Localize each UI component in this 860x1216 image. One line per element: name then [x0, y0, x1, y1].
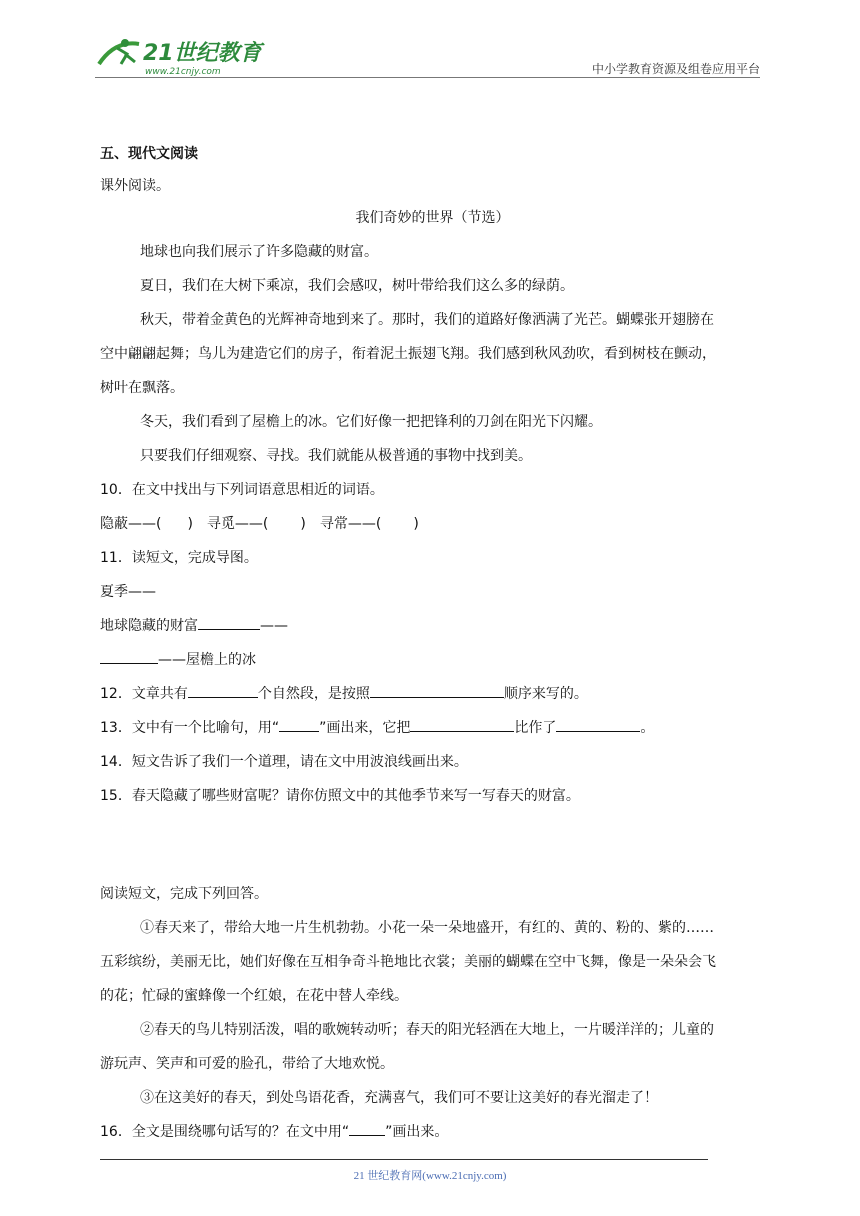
question-11: 11．读短文，完成导图。 — [100, 550, 258, 566]
q11-summer: 夏季—— — [100, 584, 156, 600]
logo-icon — [95, 34, 265, 78]
q13-blank-3[interactable] — [556, 718, 640, 732]
question-14: 14．短文告诉了我们一个道理，请在文中用波浪线画出来。 — [100, 754, 468, 770]
passage1-p3-line3: 树叶在飘落。 — [100, 380, 184, 396]
passage1-p2: 夏日，我们在大树下乘凉，我们会感叹，树叶带给我们这么多的绿荫。 — [140, 278, 574, 294]
passage1-p1: 地球也向我们展示了许多隐藏的财富。 — [140, 244, 378, 260]
passage1-title: 我们奇妙的世界（节选） — [355, 210, 510, 226]
q10-word-2: ) 寻觅——( — [187, 516, 269, 532]
passage2-p1-line1: ①春天来了，带给大地一片生机勃勃。小花一朵一朵地盛开，有红的、黄的、粉的、紫的…… — [140, 920, 714, 936]
q11-treasure — [100, 615, 288, 635]
section-title: 五、现代文阅读 — [100, 146, 198, 162]
passage2-p3: ③在这美好的春天，到处鸟语花香，充满喜气，我们可不要让这美好的春光溜走了！ — [140, 1090, 658, 1106]
header-divider — [95, 77, 760, 78]
question-10-words — [100, 513, 419, 533]
q12-blank-2[interactable] — [370, 684, 504, 698]
question-15: 15．春天隐藏了哪些财富呢？请你仿照文中的其他季节来写一写春天的财富。 — [100, 788, 580, 804]
q16-text-b: ”画出来。 — [385, 1124, 449, 1140]
svg-text:21世纪教育: 21世纪教育 — [143, 41, 262, 66]
header-platform-text: 中小学教育资源及组卷应用平台 — [591, 62, 760, 76]
q11-dash: —— — [260, 618, 288, 634]
q13-text-b: ”画出来，它把 — [319, 720, 411, 736]
q16-blank[interactable] — [349, 1122, 385, 1136]
passage1-p4: 冬天，我们看到了屋檐上的冰。它们好像一把把锋利的刀剑在阳光下闪耀。 — [140, 414, 602, 430]
q11-ice: ——屋檐上的冰 — [158, 652, 256, 668]
question-13 — [100, 717, 654, 737]
q13-blank-1[interactable] — [279, 718, 319, 732]
footer-divider — [100, 1159, 708, 1160]
q12-text-b: 个自然段，是按照 — [257, 686, 370, 702]
q13-text-c: 比作了 — [514, 720, 557, 736]
passage1-p3-line1: 秋天，带着金黄色的光辉神奇地到来了。那时，我们的道路好像洒满了光芒。蝴蝶张开翅膀在 — [140, 312, 714, 328]
svg-text:www.21cnjy.com: www.21cnjy.com — [145, 67, 221, 77]
question-10: 10．在文中找出与下列词语意思相近的词语。 — [100, 482, 384, 498]
passage2-p1-line2: 五彩缤纷，美丽无比，她们好像在互相争奇斗艳地比衣裳；美丽的蝴蝶在空中飞舞，像是一朵朵会飞 — [100, 954, 716, 970]
page-header — [95, 28, 760, 78]
q13-text-d: 。 — [640, 720, 655, 736]
passage2-p2-line1: ②春天的鸟儿特别活泼，唱的歌婉转动听；春天的阳光轻洒在大地上，一片暖洋洋的；儿童的 — [140, 1022, 714, 1038]
q10-word-4: ) — [413, 516, 419, 532]
passage1-p5: 只要我们仔细观察、寻找。我们就能从极普通的事物中找到美。 — [140, 448, 532, 464]
q16-text-a: 16．全文是围绕哪句话写的？在文中用“ — [100, 1124, 350, 1140]
q12-text-a: 12．文章共有 — [100, 686, 188, 702]
passage1-p3-line2: 空中翩翩起舞；鸟儿为建造它们的房子，衔着泥土振翅飞翔。我们感到秋风劲吹，看到树枝在颤动， — [100, 346, 716, 362]
q11-winter — [100, 649, 256, 669]
question-16 — [100, 1121, 448, 1141]
q12-text-c: 顺序来写的。 — [503, 686, 588, 702]
page-footer: 21 世纪教育网(www.21cnjy.com) — [353, 1170, 507, 1182]
q11-blank-2[interactable] — [100, 650, 158, 664]
passage2-p2-line2: 游玩声、笑声和可爱的脸孔，带给了大地欢悦。 — [100, 1056, 394, 1072]
question-12 — [100, 683, 588, 703]
q12-blank-1[interactable] — [188, 684, 258, 698]
q11-treasure-label: 地球隐藏的财富 — [100, 618, 198, 634]
passage2-p1-line3: 的花；忙碌的蜜蜂像一个红娘，在花中替人牵线。 — [100, 988, 408, 1004]
passage2-intro: 阅读短文，完成下列回答。 — [100, 886, 268, 902]
q13-text-a: 13．文中有一个比喻句，用“ — [100, 720, 280, 736]
q10-word-3: ) 寻常——( — [300, 516, 382, 532]
q10-word-1: 隐蔽——( — [100, 516, 162, 532]
passage1-intro: 课外阅读。 — [100, 178, 170, 194]
q11-blank-1[interactable] — [198, 616, 260, 630]
q13-blank-2[interactable] — [410, 718, 514, 732]
